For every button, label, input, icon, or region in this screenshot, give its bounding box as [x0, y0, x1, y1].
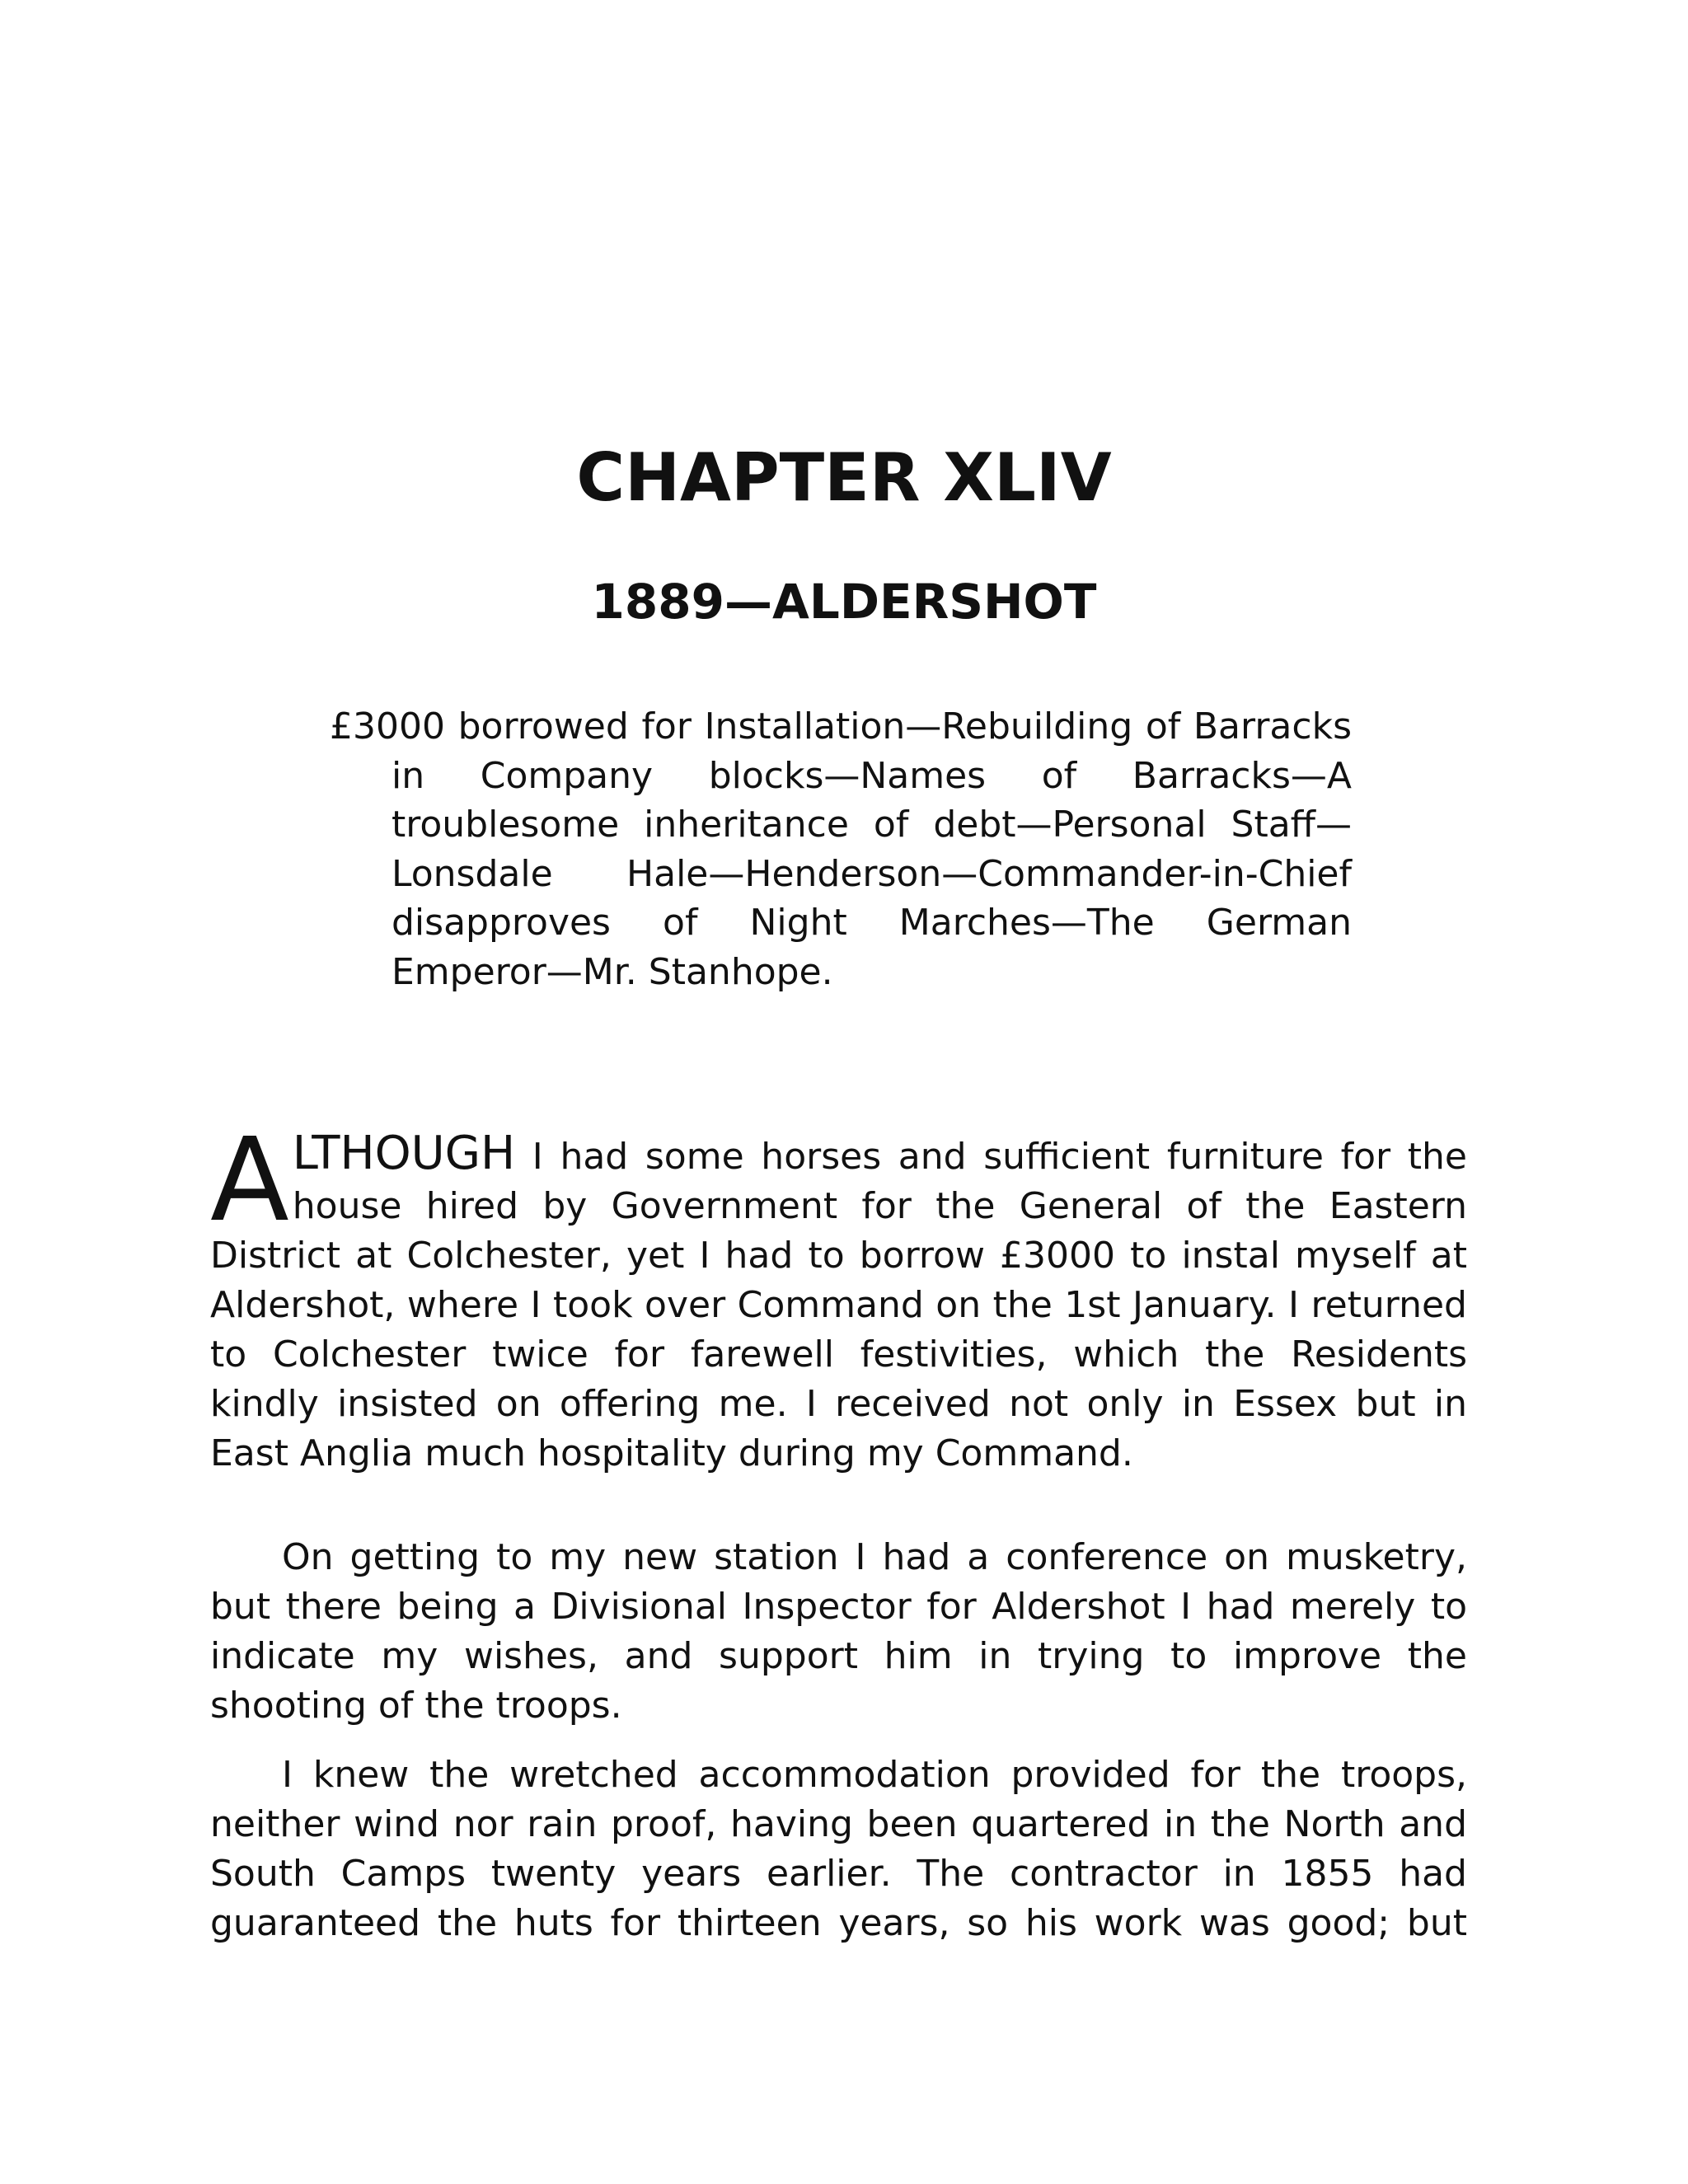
paragraph-lead-word: LTHOUGH	[292, 1127, 516, 1180]
drop-cap: A	[210, 1113, 289, 1248]
paragraph-2: On getting to my new station I had a conference on musketry, but there being a Divisional Inspector for Aldershot I had merely to indicate my wishes, and support him in trying to improve the shooting of the troops.	[210, 1536, 1467, 1727]
paragraph-1	[210, 1113, 1467, 1479]
paragraph-3: I knew the wretched accommodation provided for the troops, neither wind nor rain proof, having been quartered in the North and South Camps twenty years earlier. The contractor in 1855 had guaranteed the huts for thirteen years, so his work was good; but	[210, 1754, 1467, 1944]
chapter-subtitle: 1889—ALDERSHOT	[591, 574, 1097, 630]
chapter-title: CHAPTER XLIV	[576, 439, 1112, 516]
chapter-synopsis: £3000 borrowed for Installation—Rebuilding of Barracks in Company blocks—Names of Barracks—A troublesome inheritance of debt—Personal Staff—Lonsdale Hale—Henderson—Commander-in-Chief disapproves of Night Marches—The German Emperor—Mr. Stanhope.	[330, 705, 1352, 993]
paragraph-1-text: I had some horses and sufficient furniture for the house hired by Government for the General of the Eastern District at Colchester, yet I had to borrow £3000 to instal myself at Aldershot, where I took over Command on the 1st January. I returned to Colchester twice for farewell festivities, which the Residents kindly insisted on offering me. I received not only in Essex but in East Anglia much hospitality during my Command.	[210, 1136, 1467, 1474]
